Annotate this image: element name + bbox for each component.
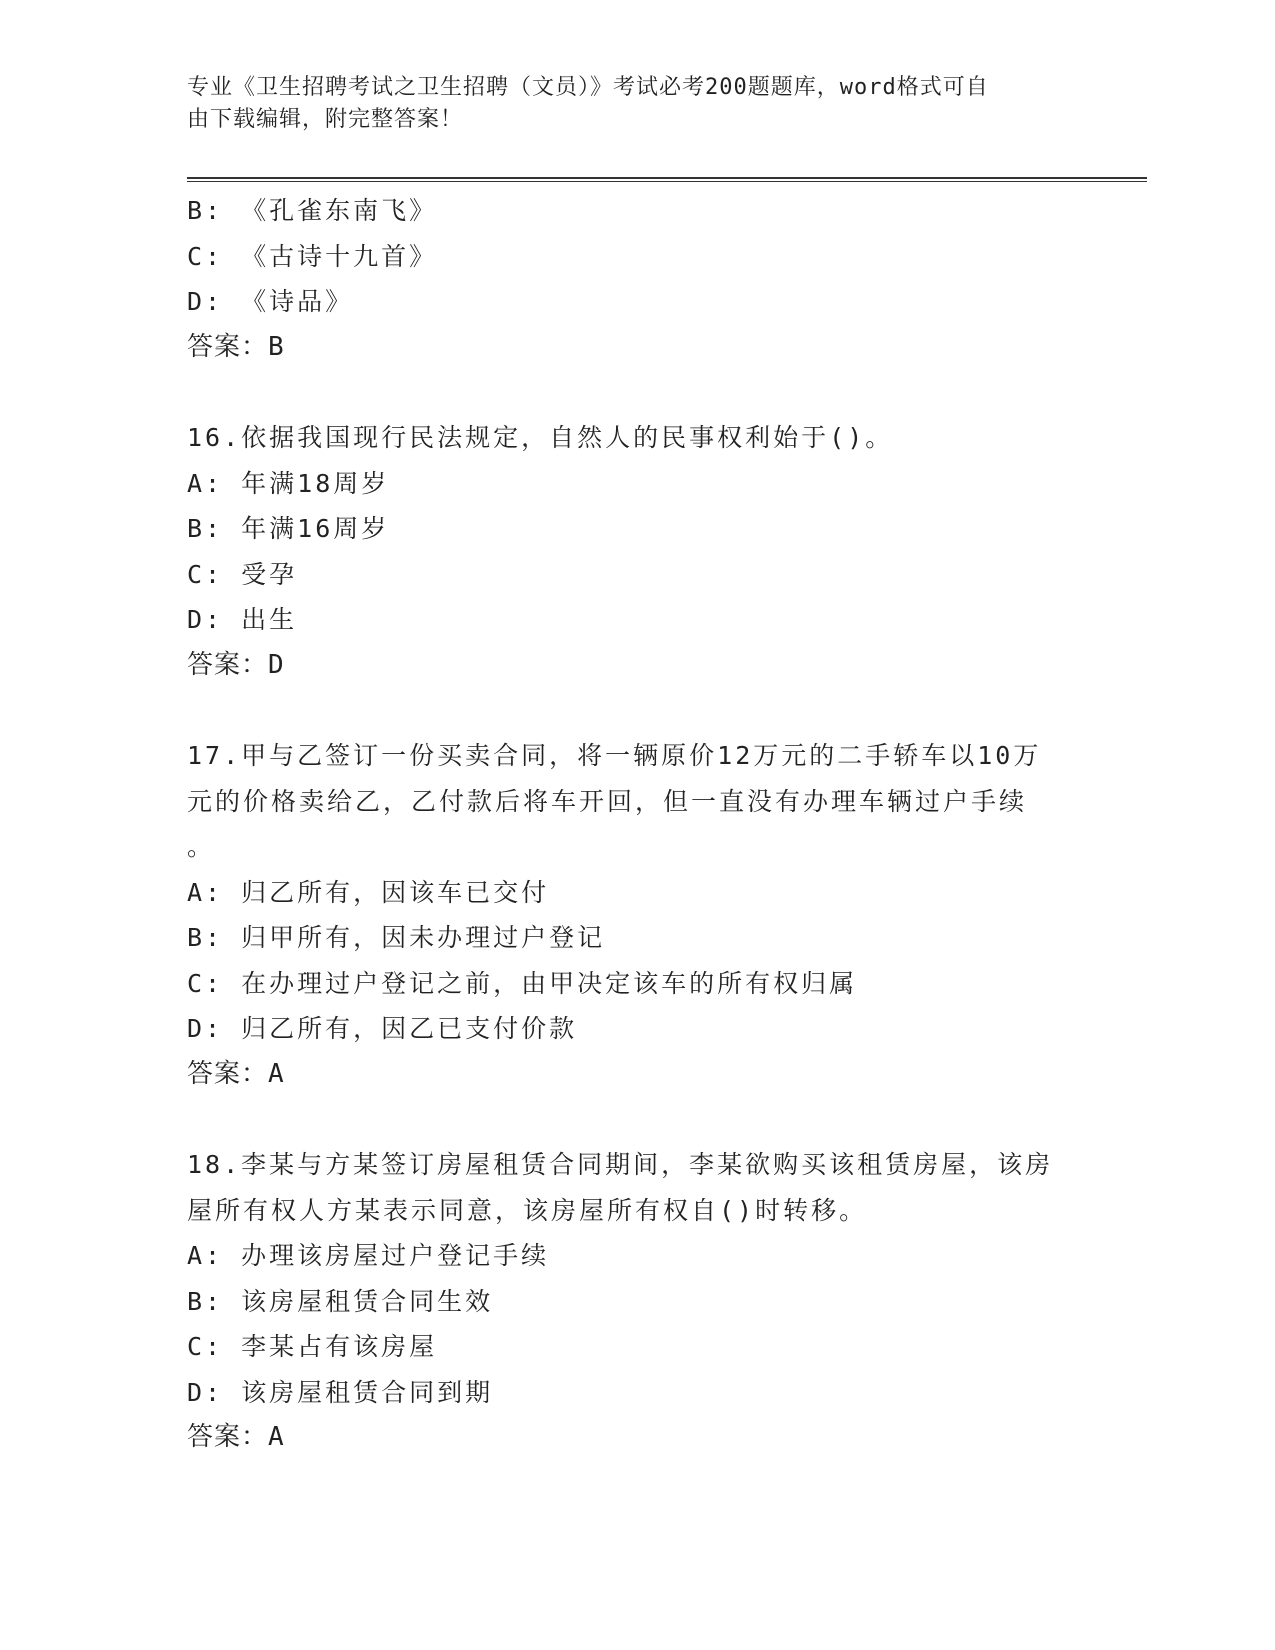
option-b: B: 该房屋租赁合同生效 xyxy=(187,1286,494,1316)
option-c: C: 在办理过户登记之前，由甲决定该车的所有权归属 xyxy=(187,968,858,998)
answer: 答案：B xyxy=(187,331,285,362)
document-header xyxy=(187,72,1067,136)
answer: 答案：A xyxy=(187,1058,285,1089)
option-b: B: 归甲所有，因未办理过户登记 xyxy=(187,923,606,952)
header-line-2: 由下载编辑，附完整答案！ xyxy=(187,107,464,132)
question-list xyxy=(187,188,1147,1461)
question-stem-line-3: 。 xyxy=(187,832,216,861)
answer: 答案：A xyxy=(187,1422,285,1452)
spacer xyxy=(187,370,1147,415)
question-stem-line-1: 18.李某与方某签订房屋租赁合同期间，李某欲购买该租赁房屋，该房 xyxy=(187,1150,1054,1179)
option-d: D: 《诗品》 xyxy=(187,287,354,316)
option-a: A: 办理该房屋过户登记手续 xyxy=(187,1241,550,1270)
option-d: D: 归乙所有，因乙已支付价款 xyxy=(187,1014,578,1043)
question-17 xyxy=(187,733,1147,1097)
option-b: B: 《孔雀东南飞》 xyxy=(187,196,438,225)
option-c: C: 李某占有该房屋 xyxy=(187,1332,438,1361)
option-d: D: 该房屋租赁合同到期 xyxy=(187,1377,494,1407)
question-stem-line-2: 屋所有权人方某表示同意，该房屋所有权自()时转移。 xyxy=(187,1195,868,1225)
spacer xyxy=(187,688,1147,733)
option-b: B: 年满16周岁 xyxy=(187,514,390,543)
question-18 xyxy=(187,1142,1147,1461)
question-stem-line-2: 元的价格卖给乙，乙付款后将车开回，但一直没有办理车辆过户手续 xyxy=(187,786,1028,816)
option-a: A: 年满18周岁 xyxy=(187,468,390,498)
option-c: C: 《古诗十九首》 xyxy=(187,241,438,271)
option-a: A: 归乙所有，因该车已交付 xyxy=(187,877,550,907)
header-divider xyxy=(187,177,1147,182)
header-line-1: 专业《卫生招聘考试之卫生招聘（文员）》考试必考200题题库，word格式可自 xyxy=(187,75,989,100)
question-stem: 16.依据我国现行民法规定，自然人的民事权利始于()。 xyxy=(187,423,894,452)
option-d: D: 出生 xyxy=(187,605,298,634)
spacer xyxy=(187,1097,1147,1142)
question-16 xyxy=(187,415,1147,688)
option-c: C: 受孕 xyxy=(187,559,298,589)
question-stem-line-1: 17.甲与乙签订一份买卖合同，将一辆原价12万元的二手轿车以10万 xyxy=(187,741,1042,770)
question-15-tail xyxy=(187,188,1147,370)
answer: 答案：D xyxy=(187,649,285,680)
